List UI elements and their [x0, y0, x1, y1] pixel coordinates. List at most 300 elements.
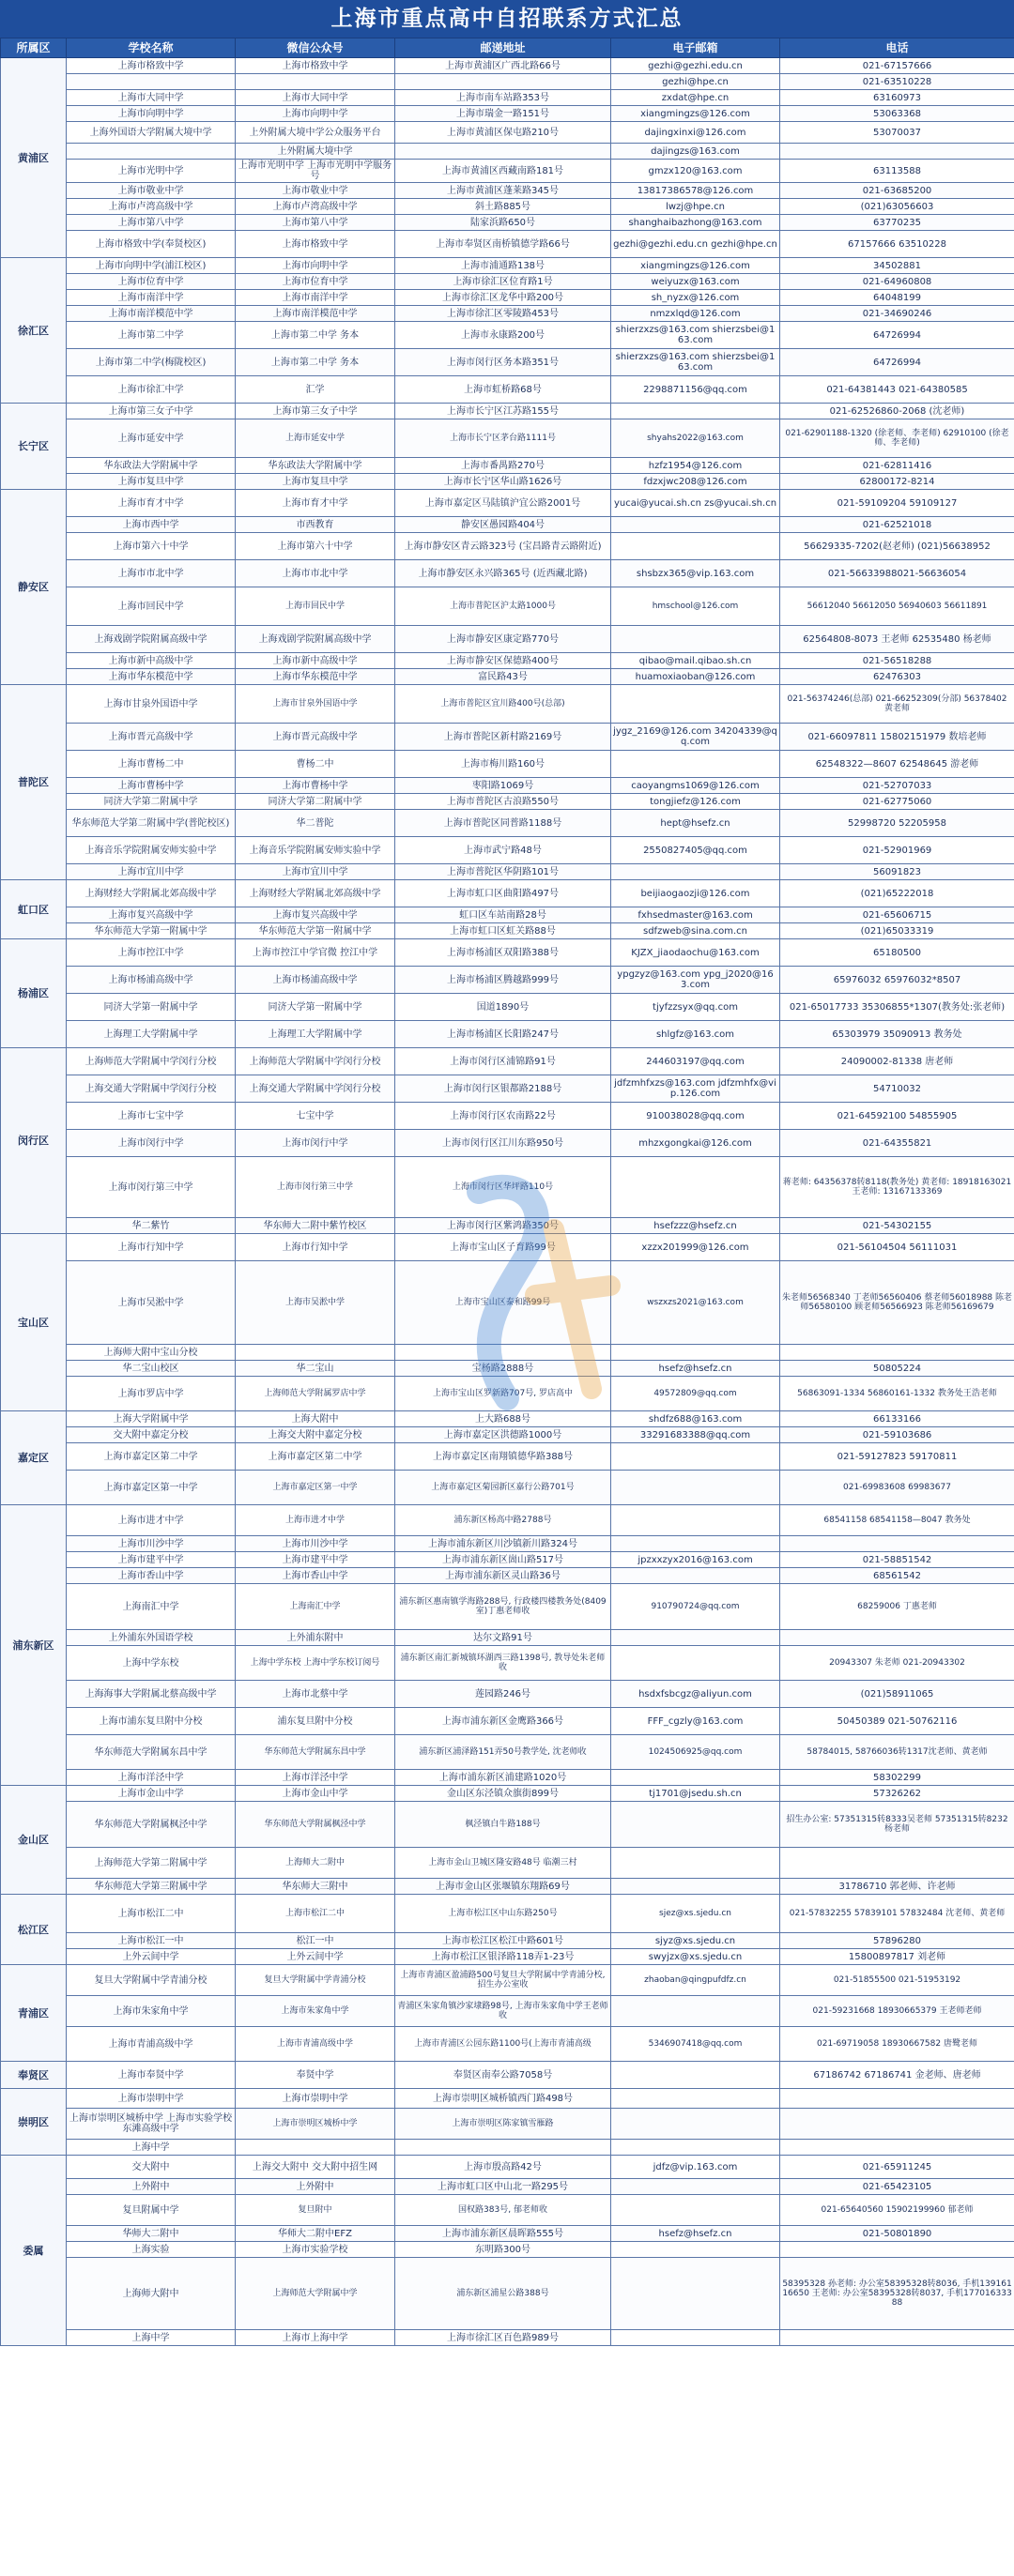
table-row — [1, 144, 1014, 160]
contact-table — [0, 38, 1014, 2346]
phone-cell: 021-62901188-1320 (徐老师、李老师) 62910100 (徐老师、李老师) — [780, 419, 1014, 458]
district-cell: 普陀区 — [1, 685, 67, 880]
phone-cell: 021-62775060 — [780, 794, 1014, 810]
phone-cell: 021-63510228 — [780, 74, 1014, 90]
school-name-cell: 上海市南洋中学 — [67, 290, 236, 306]
email-cell — [611, 2109, 780, 2140]
table-row — [1, 90, 1014, 106]
phone-cell: 朱老师56568340 丁老师56560406 蔡老师56018988 陈老师56580100 顾老师56566923 陈老师56169679 — [780, 1261, 1014, 1345]
wechat-cell: 复旦附中 — [236, 2195, 395, 2226]
table-row — [1, 2089, 1014, 2109]
school-name-cell: 上海理工大学附属中学 — [67, 1021, 236, 1048]
phone-cell — [780, 2109, 1014, 2140]
district-cell: 闵行区 — [1, 1048, 67, 1234]
address-cell: 上海市金山卫城区隆安路48号 临潮三村 — [395, 1848, 611, 1879]
address-cell: 上海市普陀区宜川路400号(总部) — [395, 685, 611, 724]
email-cell — [611, 2089, 780, 2109]
table-row — [1, 1895, 1014, 1933]
district-cell: 宝山区 — [1, 1234, 67, 1411]
table-row — [1, 1048, 1014, 1075]
table-row — [1, 517, 1014, 533]
phone-cell: 021-56374246(总部) 021-66252309(分部) 56378402 黄老师 — [780, 685, 1014, 724]
table-row — [1, 2195, 1014, 2226]
table-row — [1, 122, 1014, 144]
school-name-cell: 上海市松江一中 — [67, 1933, 236, 1949]
school-name-cell: 上海市第八中学 — [67, 215, 236, 231]
phone-cell — [780, 2242, 1014, 2258]
phone-cell — [780, 2330, 1014, 2346]
school-name-cell: 上外云间中学 — [67, 1949, 236, 1965]
wechat-cell: 上海市位育中学 — [236, 274, 395, 290]
email-cell: tjyfzzsyx@qq.com — [611, 994, 780, 1021]
email-cell: dajingzs@163.com — [611, 144, 780, 160]
school-name-cell: 华二宝山校区 — [67, 1361, 236, 1377]
address-cell — [395, 2140, 611, 2156]
wechat-cell: 上海师范大学附属罗店中学 — [236, 1377, 395, 1411]
school-name-cell: 同济大学第一附属中学 — [67, 994, 236, 1021]
table-row — [1, 2027, 1014, 2062]
wechat-cell: 上海市洋泾中学 — [236, 1770, 395, 1786]
address-cell: 上海市闵行区务本路351号 — [395, 349, 611, 376]
wechat-cell: 上海市回民中学 — [236, 587, 395, 626]
school-name-cell: 上海市洋泾中学 — [67, 1770, 236, 1786]
wechat-cell: 上海市川沙中学 — [236, 1536, 395, 1552]
address-cell: 东明路300号 — [395, 2242, 611, 2258]
school-name-cell: 上海实验 — [67, 2242, 236, 2258]
address-cell: 上海市闵行区浦锦路91号 — [395, 1048, 611, 1075]
wechat-cell: 上海市大同中学 — [236, 90, 395, 106]
school-name-cell — [67, 144, 236, 160]
phone-cell: 24090002-81338 唐老师 — [780, 1048, 1014, 1075]
school-name-cell: 上海市市北中学 — [67, 560, 236, 587]
table-row — [1, 306, 1014, 322]
wechat-cell: 上海市建平中学 — [236, 1552, 395, 1568]
school-name-cell — [67, 74, 236, 90]
email-cell: weiyuzx@163.com — [611, 274, 780, 290]
header-email: 电子邮箱 — [611, 38, 780, 58]
phone-cell: 34502881 — [780, 258, 1014, 274]
phone-cell: 021-54302155 — [780, 1218, 1014, 1234]
wechat-cell: 上海市复兴高级中学 — [236, 907, 395, 923]
address-cell: 上海市瑞金一路151号 — [395, 106, 611, 122]
school-name-cell: 上海市大同中学 — [67, 90, 236, 106]
email-cell: xzzx201999@126.com — [611, 1234, 780, 1261]
school-name-cell: 上海财经大学附属北郊高级中学 — [67, 880, 236, 907]
table-row — [1, 274, 1014, 290]
table-row — [1, 967, 1014, 994]
table-row — [1, 1536, 1014, 1552]
school-name-cell: 上海市甘泉外国语中学 — [67, 685, 236, 724]
school-name-cell: 华二紫竹 — [67, 1218, 236, 1234]
phone-cell — [780, 1345, 1014, 1361]
address-cell: 国道1890号 — [395, 994, 611, 1021]
address-cell: 枫泾镇白牛路188号 — [395, 1802, 611, 1848]
phone-cell: 021-56518288 — [780, 653, 1014, 669]
school-name-cell: 上海市罗店中学 — [67, 1377, 236, 1411]
table-row — [1, 1505, 1014, 1536]
wechat-cell: 同济大学第一附属中学 — [236, 994, 395, 1021]
school-name-cell: 上海市回民中学 — [67, 587, 236, 626]
school-name-cell: 上外附中 — [67, 2179, 236, 2195]
school-name-cell: 上海市光明中学 — [67, 160, 236, 183]
school-name-cell: 上海市西中学 — [67, 517, 236, 533]
email-cell: shanghaibazhong@163.com — [611, 215, 780, 231]
table-row — [1, 1075, 1014, 1103]
school-name-cell: 同济大学第二附属中学 — [67, 794, 236, 810]
phone-cell: 20943307 朱老师 021-20943302 — [780, 1646, 1014, 1681]
school-name-cell: 上海市晋元高级中学 — [67, 724, 236, 751]
district-cell: 委属 — [1, 2156, 67, 2346]
phone-cell — [780, 1536, 1014, 1552]
phone-cell: 54710032 — [780, 1075, 1014, 1103]
wechat-cell: 上海市第三女子中学 — [236, 404, 395, 419]
wechat-cell: 上海市第二中学 务本 — [236, 322, 395, 349]
table-row — [1, 1234, 1014, 1261]
wechat-cell: 华东师大二附中紫竹校区 — [236, 1218, 395, 1234]
address-cell: 上海市南车站路353号 — [395, 90, 611, 106]
phone-cell: 021-34690246 — [780, 306, 1014, 322]
email-cell — [611, 2179, 780, 2195]
email-cell: xiangmingzs@126.com — [611, 258, 780, 274]
wechat-cell: 上海市青浦高级中学 — [236, 2027, 395, 2062]
wechat-cell: 上海市曹杨中学 — [236, 778, 395, 794]
table-row — [1, 880, 1014, 907]
phone-cell: 021-62526860-2068 (沈老师) — [780, 404, 1014, 419]
phone-cell: 65180500 — [780, 939, 1014, 967]
school-name-cell: 上海师大附中宝山分校 — [67, 1345, 236, 1361]
district-cell: 青浦区 — [1, 1965, 67, 2062]
address-cell: 上海市普陀区华阴路101号 — [395, 864, 611, 880]
address-cell: 上海市普陀区古浪路550号 — [395, 794, 611, 810]
phone-cell: 63770235 — [780, 215, 1014, 231]
email-cell: lwzj@hpe.cn — [611, 199, 780, 215]
phone-cell: 021-64960808 — [780, 274, 1014, 290]
phone-cell: 68259006 丁惠老师 — [780, 1584, 1014, 1630]
school-name-cell: 上海市嘉定区第一中学 — [67, 1471, 236, 1505]
phone-cell: 招生办公室: 57351315转8333吴老师 57351315转8232 杨老师 — [780, 1802, 1014, 1848]
address-cell: 浦东新区浦泽路151弄50号教学处, 沈老师收 — [395, 1735, 611, 1770]
school-name-cell: 华东师范大学附属枫泾中学 — [67, 1802, 236, 1848]
school-name-cell: 上海市第二中学 — [67, 322, 236, 349]
phone-cell: (021)58911065 — [780, 1681, 1014, 1708]
phone-cell: 021-57832255 57839101 57832484 沈老师、黄老师 — [780, 1895, 1014, 1933]
email-cell — [611, 864, 780, 880]
school-name-cell: 上海市宜川中学 — [67, 864, 236, 880]
school-name-cell: 上海市闵行中学 — [67, 1130, 236, 1157]
address-cell: 上海市黄浦区保屯路210号 — [395, 122, 611, 144]
address-cell: 上海市嘉定区南翔镇德华路388号 — [395, 1443, 611, 1471]
school-name-cell: 上海市复兴高级中学 — [67, 907, 236, 923]
wechat-cell: 华二宝山 — [236, 1361, 395, 1377]
wechat-cell: 复旦大学附属中学青浦分校 — [236, 1965, 395, 1996]
address-cell: 上海市闵行区华坪路110号 — [395, 1157, 611, 1218]
wechat-cell: 浦东复旦附中分校 — [236, 1708, 395, 1735]
address-cell: 上海市浦通路138号 — [395, 258, 611, 274]
phone-cell: 021-58851542 — [780, 1552, 1014, 1568]
address-cell: 上海市杨浦区长阳路247号 — [395, 1021, 611, 1048]
email-cell: qibao@mail.qibao.sh.cn — [611, 653, 780, 669]
school-name-cell: 上海海事大学附属北蔡高级中学 — [67, 1681, 236, 1708]
table-row — [1, 778, 1014, 794]
address-cell: 上海市徐汇区龙华中路200号 — [395, 290, 611, 306]
address-cell — [395, 1345, 611, 1361]
school-name-cell: 上海市复旦中学 — [67, 474, 236, 490]
table-row — [1, 1646, 1014, 1681]
table-row — [1, 2179, 1014, 2195]
school-name-cell: 上海中学 — [67, 2330, 236, 2346]
header-wechat: 微信公众号 — [236, 38, 395, 58]
phone-cell: 021-66097811 15802151979 数培老师 — [780, 724, 1014, 751]
address-cell: 上海市浦东新区晨晖路555号 — [395, 2226, 611, 2242]
district-cell: 虹口区 — [1, 880, 67, 939]
email-cell — [611, 517, 780, 533]
school-name-cell: 上海交通大学附属中学闵行分校 — [67, 1075, 236, 1103]
table-row — [1, 160, 1014, 183]
email-cell: sjez@xs.sjedu.cn — [611, 1895, 780, 1933]
email-cell — [611, 1505, 780, 1536]
email-cell: gezhi@hpe.cn — [611, 74, 780, 90]
address-cell: 上海市松江区松江中路601号 — [395, 1933, 611, 1949]
phone-cell: 52998720 52205958 — [780, 810, 1014, 837]
table-row — [1, 837, 1014, 864]
table-row — [1, 183, 1014, 199]
wechat-cell: 奉贤中学 — [236, 2062, 395, 2089]
wechat-cell: 上海市宜川中学 — [236, 864, 395, 880]
phone-cell: 53070037 — [780, 122, 1014, 144]
wechat-cell: 上海中学东校 上海中学东校订阅号 — [236, 1646, 395, 1681]
table-row — [1, 1568, 1014, 1584]
wechat-cell: 上海财经大学附属北郊高级中学 — [236, 880, 395, 907]
address-cell: 上海市徐汇区零陵路453号 — [395, 306, 611, 322]
district-cell: 黄浦区 — [1, 58, 67, 258]
table-row — [1, 864, 1014, 880]
email-cell: KJZX_jiaodaochu@163.com — [611, 939, 780, 967]
phone-cell: 65303979 35090913 教务处 — [780, 1021, 1014, 1048]
address-cell: 浦东新区惠南镇学海路288号, 行政楼四楼教务处(8409室)丁惠老师收 — [395, 1584, 611, 1630]
school-name-cell: 上海市新中高级中学 — [67, 653, 236, 669]
wechat-cell: 上海市朱家角中学 — [236, 1996, 395, 2027]
table-row — [1, 419, 1014, 458]
phone-cell: 65976032 65976032*8507 — [780, 967, 1014, 994]
district-cell: 奉贤区 — [1, 2062, 67, 2089]
address-cell: 上海市普陀区新村路2169号 — [395, 724, 611, 751]
school-name-cell: 上海市川沙中学 — [67, 1536, 236, 1552]
email-cell: jygz_2169@126.com 34204339@qq.com — [611, 724, 780, 751]
address-cell: 上海市番禺路270号 — [395, 458, 611, 474]
email-cell — [611, 1996, 780, 2027]
district-cell: 静安区 — [1, 490, 67, 685]
address-cell: 浦东新区南汇新城镇环湖西三路1398号, 教导处朱老师收 — [395, 1646, 611, 1681]
email-cell — [611, 1536, 780, 1552]
school-name-cell: 上海市华东模范中学 — [67, 669, 236, 685]
address-cell: 莲园路246号 — [395, 1681, 611, 1708]
email-cell — [611, 1443, 780, 1471]
email-cell: fxhsedmaster@163.com — [611, 907, 780, 923]
wechat-cell: 上海市延安中学 — [236, 419, 395, 458]
wechat-cell: 上海市崇明区城桥中学 — [236, 2109, 395, 2140]
school-name-cell: 上海市闵行第三中学 — [67, 1157, 236, 1218]
table-row — [1, 1933, 1014, 1949]
email-cell — [611, 1770, 780, 1786]
table-row — [1, 2242, 1014, 2258]
wechat-cell: 上海市行知中学 — [236, 1234, 395, 1261]
wechat-cell: 上海市市北中学 — [236, 560, 395, 587]
table-row — [1, 751, 1014, 778]
address-cell: 上海市崇明区陈家镇雪雁路 — [395, 2109, 611, 2140]
email-cell: hsefz@hsefz.cn — [611, 2226, 780, 2242]
email-cell — [611, 626, 780, 653]
phone-cell: 62476303 — [780, 669, 1014, 685]
email-cell: shyahs2022@163.com — [611, 419, 780, 458]
email-cell — [611, 1568, 780, 1584]
school-name-cell: 交大附中嘉定分校 — [67, 1427, 236, 1443]
phone-cell: 021-56633988021-56636054 — [780, 560, 1014, 587]
table-header-row — [1, 38, 1014, 58]
email-cell: shlgfz@163.com — [611, 1021, 780, 1048]
address-cell: 上海市闵行区紫鸿路350号 — [395, 1218, 611, 1234]
address-cell: 上海市杨浦区双阳路388号 — [395, 939, 611, 967]
table-row — [1, 669, 1014, 685]
table-row — [1, 1996, 1014, 2027]
wechat-cell: 上海交大附中嘉定分校 — [236, 1427, 395, 1443]
table-row — [1, 290, 1014, 306]
email-cell: 33291683388@qq.com — [611, 1427, 780, 1443]
address-cell: 上海市浦东新区崮山路517号 — [395, 1552, 611, 1568]
address-cell: 上海市黄浦区广西北路66号 — [395, 58, 611, 74]
school-name-cell: 上海市进才中学 — [67, 1505, 236, 1536]
wechat-cell: 上海戏剧学院附属高级中学 — [236, 626, 395, 653]
address-cell: 浦东新区杨高中路2788号 — [395, 1505, 611, 1536]
table-row — [1, 1443, 1014, 1471]
district-cell: 浦东新区 — [1, 1505, 67, 1786]
email-cell: 2550827405@qq.com — [611, 837, 780, 864]
email-cell: 244603197@qq.com — [611, 1048, 780, 1075]
wechat-cell: 华东师范大学第一附属中学 — [236, 923, 395, 939]
table-row — [1, 685, 1014, 724]
address-cell: 上海市长宁区华山路1626号 — [395, 474, 611, 490]
address-cell: 上海市普陀区同普路1188号 — [395, 810, 611, 837]
phone-cell: 021-51855500 021-51953192 — [780, 1965, 1014, 1996]
table-row — [1, 1879, 1014, 1895]
phone-cell: 58302299 — [780, 1770, 1014, 1786]
phone-cell: 50805224 — [780, 1361, 1014, 1377]
email-cell — [611, 1879, 780, 1895]
email-cell: huamoxiaoban@126.com — [611, 669, 780, 685]
school-name-cell: 华东师范大学附属东昌中学 — [67, 1735, 236, 1770]
phone-cell: 021-52707033 — [780, 778, 1014, 794]
table-row — [1, 939, 1014, 967]
table-row — [1, 231, 1014, 258]
email-cell — [611, 1157, 780, 1218]
school-name-cell: 华师大二附中 — [67, 2226, 236, 2242]
table-row — [1, 2109, 1014, 2140]
school-name-cell: 上海市奉贤中学 — [67, 2062, 236, 2089]
email-cell: 910038028@qq.com — [611, 1103, 780, 1130]
phone-cell: 66133166 — [780, 1411, 1014, 1427]
district-cell: 崇明区 — [1, 2089, 67, 2156]
wechat-cell: 上海市松江二中 — [236, 1895, 395, 1933]
address-cell: 上海市静安区永兴路365号 (近西藏北路) — [395, 560, 611, 587]
address-cell: 上海市虹桥路68号 — [395, 376, 611, 404]
phone-cell: 021-62811416 — [780, 458, 1014, 474]
school-name-cell: 复旦大学附属中学青浦分校 — [67, 1965, 236, 1996]
email-cell: nmzxlqd@126.com — [611, 306, 780, 322]
address-cell: 上海市永康路200号 — [395, 322, 611, 349]
table-row — [1, 1770, 1014, 1786]
table-row — [1, 1427, 1014, 1443]
address-cell: 上海市静安区康定路770号 — [395, 626, 611, 653]
email-cell: ypgzyz@163.com ypg_j2020@163.com — [611, 967, 780, 994]
phone-cell: 021-64355821 — [780, 1130, 1014, 1157]
phone-cell: 021-59109204 59109127 — [780, 490, 1014, 517]
school-name-cell: 上海市建平中学 — [67, 1552, 236, 1568]
wechat-cell: 上海市杨浦高级中学 — [236, 967, 395, 994]
school-name-cell: 上海市第六十中学 — [67, 533, 236, 560]
email-cell: xiangmingzs@126.com — [611, 106, 780, 122]
wechat-cell: 上海市进才中学 — [236, 1505, 395, 1536]
wechat-cell: 上海市吴淞中学 — [236, 1261, 395, 1345]
phone-cell: 68541158 68541158—8047 教务处 — [780, 1505, 1014, 1536]
wechat-cell: 上海市华东模范中学 — [236, 669, 395, 685]
address-cell: 上海市静安区保德路400号 — [395, 653, 611, 669]
table-row — [1, 810, 1014, 837]
table-row — [1, 376, 1014, 404]
table-body — [1, 58, 1014, 2346]
table-row — [1, 533, 1014, 560]
email-cell: wszxzs2021@163.com — [611, 1261, 780, 1345]
phone-cell: 021-56104504 56111031 — [780, 1234, 1014, 1261]
school-name-cell: 复旦附属中学 — [67, 2195, 236, 2226]
wechat-cell: 华师大二附中EFZ — [236, 2226, 395, 2242]
table-row — [1, 1584, 1014, 1630]
wechat-cell: 上海市第八中学 — [236, 215, 395, 231]
header-school: 学校名称 — [67, 38, 236, 58]
address-cell: 上海市浦东新区川沙镇新川路324号 — [395, 1536, 611, 1552]
wechat-cell — [236, 74, 395, 90]
wechat-cell: 上海市控江中学官微 控江中学 — [236, 939, 395, 967]
phone-cell: 15800897817 刘老师 — [780, 1949, 1014, 1965]
school-name-cell: 上海市青浦高级中学 — [67, 2027, 236, 2062]
school-name-cell: 上海市松江二中 — [67, 1895, 236, 1933]
address-cell — [395, 74, 611, 90]
table-row — [1, 1345, 1014, 1361]
wechat-cell: 曹杨二中 — [236, 751, 395, 778]
school-name-cell: 上海市敬业中学 — [67, 183, 236, 199]
email-cell: sjyz@xs.sjedu.cn — [611, 1933, 780, 1949]
school-name-cell: 上海市位育中学 — [67, 274, 236, 290]
address-cell: 上海市闵行区江川东路950号 — [395, 1130, 611, 1157]
school-name-cell: 上海市格致中学(奉贤校区) — [67, 231, 236, 258]
table-row — [1, 794, 1014, 810]
email-cell: hmschool@126.com — [611, 587, 780, 626]
table-row — [1, 258, 1014, 274]
school-name-cell: 交大附中 — [67, 2156, 236, 2179]
school-name-cell: 上海市控江中学 — [67, 939, 236, 967]
school-name-cell: 上海市崇明中学 — [67, 2089, 236, 2109]
wechat-cell: 上外附中 — [236, 2179, 395, 2195]
email-cell: dajingxinxi@126.com — [611, 122, 780, 144]
email-cell: yucai@yucai.sh.cn zs@yucai.sh.cn — [611, 490, 780, 517]
address-cell: 青浦区朱家角镇沙家埭路98号, 上海市朱家角中学王老师收 — [395, 1996, 611, 2027]
phone-cell: 021-65606715 — [780, 907, 1014, 923]
address-cell: 上海市宝山区泰和路99号 — [395, 1261, 611, 1345]
phone-cell: 31786710 郭老师、许老师 — [780, 1879, 1014, 1895]
wechat-cell: 松江一中 — [236, 1933, 395, 1949]
school-name-cell: 上海市吴淞中学 — [67, 1261, 236, 1345]
address-cell: 上海市青浦区盈浦路500号复旦大学附属中学青浦分校, 招生办公室收 — [395, 1965, 611, 1996]
table-row — [1, 58, 1014, 74]
email-cell: tj1701@jsedu.sh.cn — [611, 1786, 780, 1802]
